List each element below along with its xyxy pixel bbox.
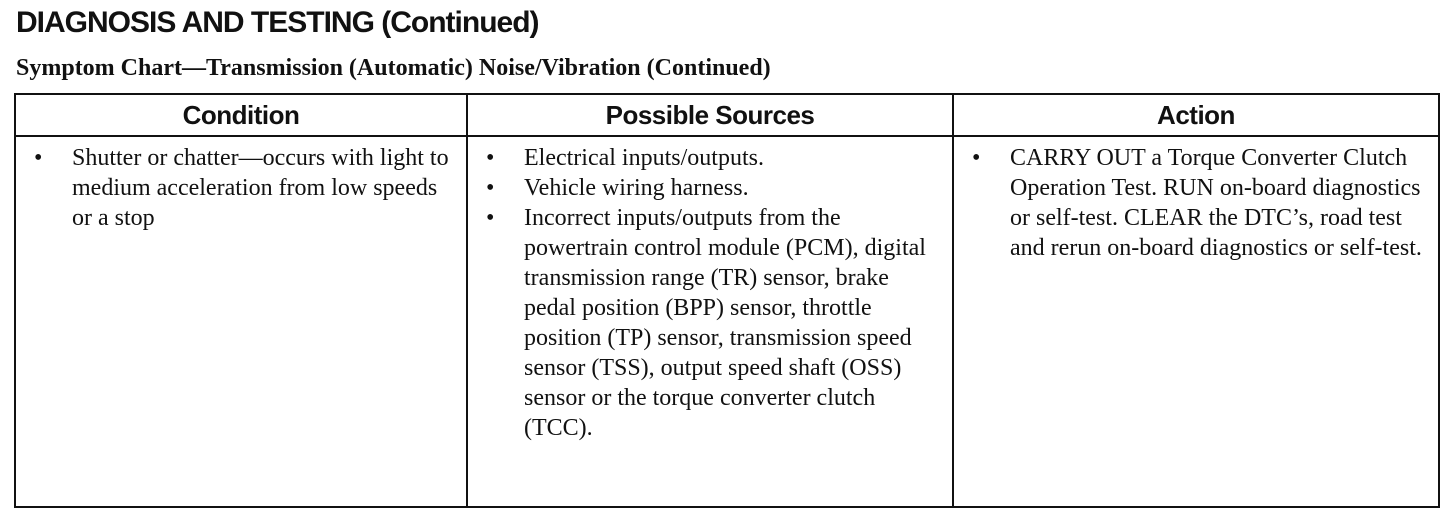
header-row (15, 94, 1439, 136)
list-item (480, 143, 942, 173)
chart-title: Symptom Chart—Transmission (Automatic) Noise/Vibration (Continued) (16, 55, 771, 81)
condition-list (28, 143, 456, 233)
action-text: CARRY OUT a Torque Converter Clutch Operation Test. RUN on-board diagnostics or self-test. CLEAR the DTC’s, road test and rerun on-board diagnostics or self-test. (1010, 145, 1422, 261)
bullet-icon: • (972, 145, 981, 171)
column-header-possible-sources: Possible Sources (467, 94, 953, 136)
bullet-icon: • (486, 175, 495, 201)
table-row (15, 136, 1439, 507)
symptom-chart-table (14, 93, 1440, 508)
source-text: Incorrect inputs/outputs from the powertrain control module (PCM), digital transmission range (TR) sensor, brake pedal position (BPP) sensor, throttle position (TP) sensor, transmission speed sensor (TSS), output speed shaft (OSS) sensor or the torque converter clutch (TCC). (524, 205, 926, 441)
possible-sources-list (480, 143, 942, 443)
section-heading: DIAGNOSIS AND TESTING (Continued) (16, 6, 539, 39)
list-item (28, 143, 456, 233)
condition-text: Shutter or chatter—occurs with light to medium acceleration from low speeds or a stop (72, 145, 449, 231)
bullet-icon: • (34, 145, 43, 171)
bullet-icon: • (486, 205, 495, 231)
possible-sources-cell (467, 136, 953, 507)
action-cell (953, 136, 1439, 507)
condition-cell (15, 136, 467, 507)
source-text: Vehicle wiring harness. (524, 175, 749, 201)
source-text: Electrical inputs/outputs. (524, 145, 764, 171)
table-body (15, 136, 1439, 507)
list-item (480, 173, 942, 203)
action-list (966, 143, 1428, 263)
list-item (480, 203, 942, 443)
list-item (966, 143, 1428, 263)
column-header-action: Action (953, 94, 1439, 136)
table-header (15, 94, 1439, 136)
bullet-icon: • (486, 145, 495, 171)
column-header-condition: Condition (15, 94, 467, 136)
